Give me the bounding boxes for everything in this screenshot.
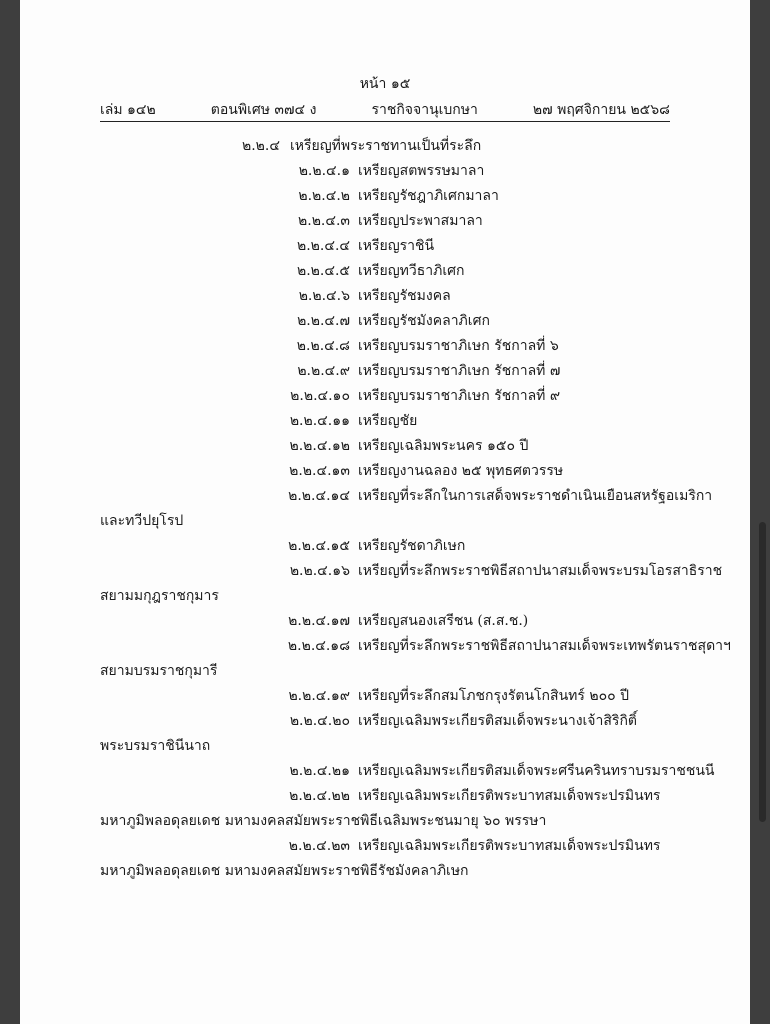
medal-item-number: ๒.๒.๔.๖ (298, 288, 350, 304)
publication-title: ราชกิจจานุเบกษา (371, 102, 478, 118)
volume-label: เล่ม ๑๔๒ (100, 102, 156, 118)
medal-item-number: ๒.๒.๔.๑๕ (288, 538, 350, 554)
document-page (20, 0, 750, 1024)
medal-item-text: เหรียญรัชมงคล (358, 288, 451, 304)
medal-item-number: ๒.๒.๔.๑๐ (290, 388, 350, 404)
medal-item-number: ๒.๒.๔.๗ (297, 313, 350, 329)
issue-label: ตอนพิเศษ ๓๗๔ ง (210, 102, 317, 118)
medal-item-text: เหรียญบรมราชาภิเษก รัชกาลที่ ๖ (358, 338, 559, 354)
section-heading (242, 136, 481, 156)
medal-item-number: ๒.๒.๔.๑๖ (289, 563, 350, 579)
medal-item-number: ๒.๒.๔.๑๒ (289, 438, 350, 454)
medal-item-continuation: สยามมกุฎราชกุมาร (100, 588, 219, 604)
medal-item-text: เหรียญรัชฎาภิเศกมาลา (358, 188, 499, 204)
medal-item-text: เหรียญเฉลิมพระเกียรติสมเด็จพระศรีนครินทราบรมราชชนนี (358, 763, 715, 779)
viewer-left-margin (0, 0, 20, 1024)
section-number: ๒.๒.๔ (242, 138, 280, 154)
medal-item-text: เหรียญบรมราชาภิเษก รัชกาลที่ ๗ (358, 363, 561, 379)
medal-item-text: เหรียญงานฉลอง ๒๕ พุทธศตวรรษ (358, 463, 564, 479)
medal-item-number: ๒.๒.๔.๑๙ (288, 688, 350, 704)
medal-item-text: เหรียญบรมราชาภิเษก รัชกาลที่ ๙ (358, 388, 561, 404)
medal-item-text: เหรียญที่ระลึกในการเสด็จพระราชดำเนินเยือนสหรัฐอเมริกา (358, 488, 713, 504)
medal-item-number: ๒.๒.๔.๒๑ (289, 763, 350, 779)
medal-item-continuation: พระบรมราชินีนาถ (100, 738, 211, 754)
medal-item-continuation: และทวีปยุโรป (100, 513, 184, 529)
medal-item-number: ๒.๒.๔.๒๓ (288, 838, 350, 854)
medal-item-continuation: สยามบรมราชกุมารี (100, 663, 218, 679)
medal-item-number: ๒.๒.๔.๙ (297, 363, 350, 379)
medal-item-text: เหรียญรัชมังคลาภิเศก (358, 313, 490, 329)
publication-date: ๒๗ พฤศจิกายน ๒๕๖๘ (532, 102, 670, 118)
medal-item-number: ๒.๒.๔.๔ (297, 238, 350, 254)
viewer-right-margin (750, 0, 770, 1024)
medal-item-text: เหรียญรัชดาภิเษก (358, 538, 466, 554)
medal-item-number: ๒.๒.๔.๑๑ (289, 413, 350, 429)
medal-item-text: เหรียญที่ระลึกสมโภชกรุงรัตนโกสินทร์ ๒๐๐ ปี (358, 688, 629, 704)
medal-item-text: เหรียญสนองเสรีชน (ส.ส.ช.) (358, 613, 529, 629)
medal-item-text: เหรียญประพาสมาลา (358, 213, 483, 229)
medal-item-continuation: มหาภูมิพลอดุลยเดช มหามงคลสมัยพระราชพิธีรัชมังคลาภิเษก (100, 863, 469, 879)
medal-item-number: ๒.๒.๔.๑ (298, 163, 350, 179)
section-title: เหรียญที่พระราชทานเป็นที่ระลึก (289, 138, 482, 154)
medal-item-text: เหรียญสตพรรษมาลา (358, 163, 485, 179)
medal-item-number: ๒.๒.๔.๒ (298, 188, 350, 204)
gazette-header (100, 99, 670, 119)
medal-item-number: ๒.๒.๔.๑๓ (289, 463, 350, 479)
medal-item-number: ๒.๒.๔.๑๔ (288, 488, 350, 504)
medal-item-number: ๒.๒.๔.๘ (296, 338, 350, 354)
medal-item-text: เหรียญราชินี (358, 238, 435, 254)
medal-item-text: เหรียญที่ระลึกพระราชพิธีสถาปนาสมเด็จพระบรมโอรสาธิราช (358, 563, 723, 579)
medal-item-number: ๒.๒.๔.๑๗ (288, 613, 350, 629)
medal-item-continuation: มหาภูมิพลอดุลยเดช มหามงคลสมัยพระราชพิธีเฉลิมพระชนมายุ ๖๐ พรรษา (100, 813, 547, 829)
medal-item-number: ๒.๒.๔.๓ (298, 213, 350, 229)
page-number: หน้า ๑๕ (359, 76, 411, 92)
scrollbar-thumb[interactable] (759, 522, 766, 822)
medal-item-text: เหรียญเฉลิมพระเกียรติพระบาทสมเด็จพระปรมินทร (358, 788, 661, 804)
medal-item-text: เหรียญเฉลิมพระเกียรติพระบาทสมเด็จพระปรมินทร (358, 838, 661, 854)
medal-item-text: เหรียญเฉลิมพระนคร ๑๕๐ ปี (358, 438, 529, 454)
medal-item-text: เหรียญทวีธาภิเศก (358, 263, 465, 279)
header-divider (100, 121, 670, 122)
medal-item-text: เหรียญเฉลิมพระเกียรติสมเด็จพระนางเจ้าสิริกิติ์ (358, 713, 638, 729)
medal-item-text: เหรียญชัย (358, 413, 418, 429)
medal-item-number: ๒.๒.๔.๒๒ (289, 788, 350, 804)
medal-item-text: เหรียญที่ระลึกพระราชพิธีสถาปนาสมเด็จพระเทพรัตนราชสุดาฯ (358, 638, 731, 654)
medal-item-number: ๒.๒.๔.๑๘ (287, 638, 350, 654)
medal-item-number: ๒.๒.๔.๒๐ (289, 713, 350, 729)
medal-item-number: ๒.๒.๔.๕ (297, 263, 350, 279)
